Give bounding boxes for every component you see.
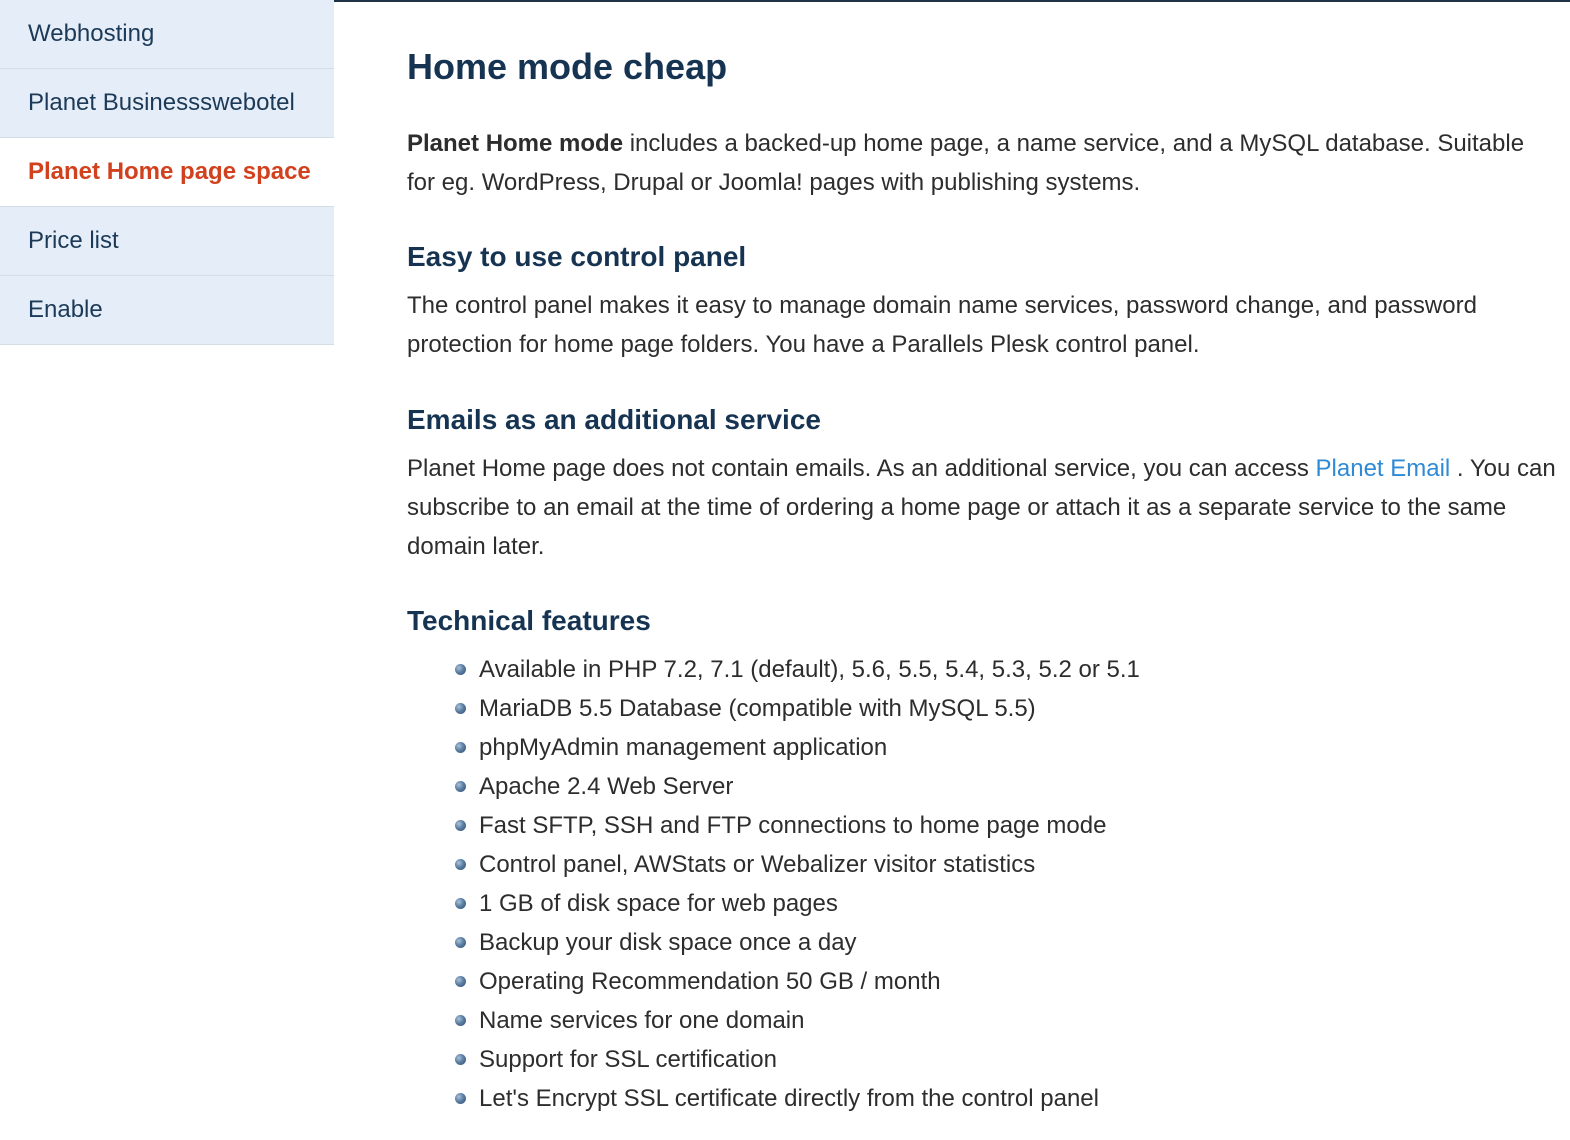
sidebar-item-label: Planet Home page space bbox=[28, 158, 311, 185]
feature-text: Support for SSL certification bbox=[479, 1046, 777, 1073]
technical-features-heading: Technical features bbox=[407, 605, 651, 636]
features-list bbox=[455, 650, 1140, 1118]
list-item bbox=[455, 884, 1140, 923]
sidebar-item-planet-home-page-space[interactable] bbox=[0, 138, 334, 207]
bullet-icon bbox=[455, 1054, 466, 1065]
product-name: Planet Home mode bbox=[407, 130, 624, 157]
bullet-icon bbox=[455, 742, 466, 753]
feature-text: Let's Encrypt SSL certificate directly from the control panel bbox=[479, 1085, 1099, 1112]
list-item bbox=[455, 923, 1140, 962]
feature-text: Operating Recommendation 50 GB / month bbox=[479, 968, 941, 995]
bullet-icon bbox=[455, 1015, 466, 1026]
sidebar-item-label: Enable bbox=[28, 296, 103, 323]
bullet-icon bbox=[455, 859, 466, 870]
feature-text: 1 GB of disk space for web pages bbox=[479, 890, 838, 917]
control-panel-paragraph: The control panel makes it easy to manage domain name services, password change, and password protection for home page folders. You have a Parallels Plesk control panel. bbox=[407, 292, 1477, 358]
list-item bbox=[455, 962, 1140, 1001]
feature-text: Available in PHP 7.2, 7.1 (default), 5.6, 5.5, 5.4, 5.3, 5.2 or 5.1 bbox=[479, 656, 1140, 683]
bullet-icon bbox=[455, 664, 466, 675]
list-item bbox=[455, 689, 1140, 728]
sidebar-nav bbox=[0, 0, 334, 345]
feature-text: Name services for one domain bbox=[479, 1007, 805, 1034]
email-paragraph bbox=[407, 449, 1557, 566]
email-heading: Emails as an additional service bbox=[407, 404, 821, 435]
control-panel-heading: Easy to use control panel bbox=[407, 241, 747, 272]
bullet-icon bbox=[455, 1093, 466, 1104]
list-item bbox=[455, 845, 1140, 884]
page-title: Home mode cheap bbox=[407, 46, 728, 87]
list-item bbox=[455, 728, 1140, 767]
intro-paragraph bbox=[407, 124, 1557, 202]
email-text-before: Planet Home page does not contain emails. As an additional service, you can access bbox=[407, 455, 1316, 482]
sidebar-item-label: Webhosting bbox=[28, 20, 155, 47]
list-item bbox=[455, 1001, 1140, 1040]
bullet-icon bbox=[455, 898, 466, 909]
sidebar-item-price-list[interactable] bbox=[0, 207, 334, 276]
feature-text: Backup your disk space once a day bbox=[479, 929, 857, 956]
bullet-icon bbox=[455, 976, 466, 987]
sidebar-item-webhosting[interactable] bbox=[0, 0, 334, 69]
feature-text: MariaDB 5.5 Database (compatible with MySQL 5.5) bbox=[479, 695, 1036, 722]
bullet-icon bbox=[455, 703, 466, 714]
sidebar-item-label: Price list bbox=[28, 227, 119, 254]
intro-text: includes a backed-up home page, a name service, and a MySQL database. Suitable for eg. WordPress, Drupal or Joomla! pages with publishing systems. bbox=[407, 130, 1525, 196]
bullet-icon bbox=[455, 937, 466, 948]
bullet-icon bbox=[455, 781, 466, 792]
list-item bbox=[455, 1040, 1140, 1079]
email-text-after: . You can subscribe to an email at the time of ordering a home page or attach it as a separate service to the same domain later. bbox=[407, 455, 1556, 560]
sidebar-item-enable[interactable] bbox=[0, 276, 334, 345]
list-item bbox=[455, 806, 1140, 845]
feature-text: Fast SFTP, SSH and FTP connections to home page mode bbox=[479, 812, 1107, 839]
list-item bbox=[455, 767, 1140, 806]
bullet-icon bbox=[455, 820, 466, 831]
list-item bbox=[455, 650, 1140, 689]
list-item bbox=[455, 1079, 1140, 1118]
feature-text: Control panel, AWStats or Webalizer visitor statistics bbox=[479, 851, 1036, 878]
sidebar-item-label: Planet Businessswebotel bbox=[28, 89, 295, 116]
feature-text: phpMyAdmin management application bbox=[479, 734, 888, 761]
sidebar-item-planet-businessswebotel[interactable] bbox=[0, 69, 334, 138]
feature-text: Apache 2.4 Web Server bbox=[479, 773, 734, 800]
planet-email-link[interactable]: Planet Email bbox=[1315, 455, 1451, 482]
